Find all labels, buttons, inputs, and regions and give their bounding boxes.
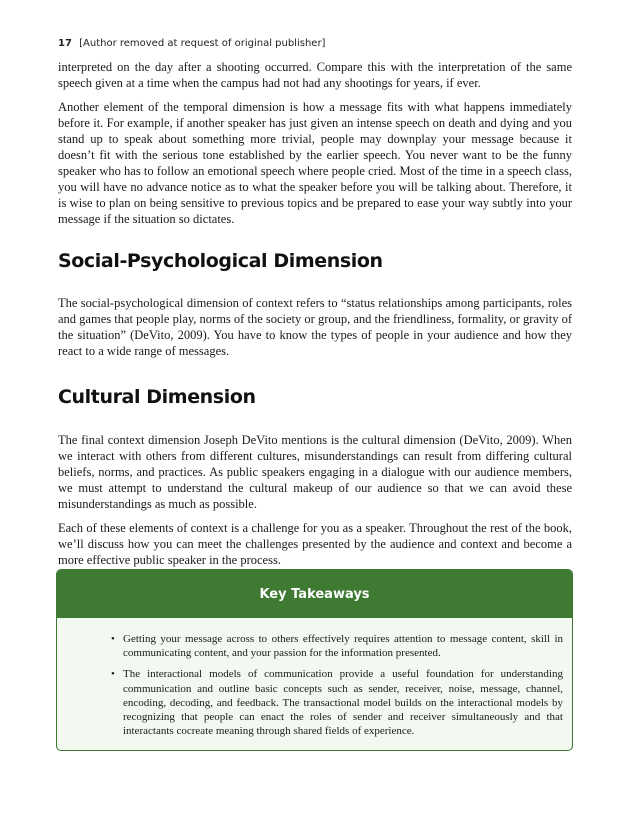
key-takeaways-list — [57, 632, 563, 738]
paragraph-temporal-sequence: Another element of the temporal dimension is how a message fits with what happens immediately before it. For example, if another speaker has just given an intense speech on death and dying and you stand up to speak about something more trivial, people may downplay your message because it doesn’t fit with the serious tone established by the earlier speech. You never want to be the funny speaker who has to follow an emotional speech where people cried. Most of the time in a speech class, you will have no advance notice as to what the speaker before you will be talking about. Therefore, it is wise to plan on being sensitive to previous topics and be prepared to ease your way subtly into your message if the situation so dictates. — [58, 100, 572, 226]
takeaway-text: The interactional models of communication provide a useful foundation for understanding communication and outline basic concepts such as sender, receiver, noise, message, channel, encoding, decoding, and feedback. The transactional model builds on the interactional models by recognizing that people can enact the roles of sender and receiver simultaneously and that interactants cocreate meaning through shared fields of experience. — [123, 668, 563, 738]
takeaway-text: Getting your message across to others effectively requires attention to message content, skill in communicating content, and your passion for the information presented. — [123, 633, 563, 660]
list-item — [111, 667, 563, 738]
heading-social-psychological: Social-Psychological Dimension — [58, 250, 383, 272]
key-takeaways-title: Key Takeaways — [57, 570, 572, 618]
running-title: [Author removed at request of original publisher] — [79, 38, 326, 49]
running-header — [58, 38, 325, 49]
paragraph-cultural: The final context dimension Joseph DeVito mentions is the cultural dimension (DeVito, 2009). When we interact with others from different cultures, misunderstandings can result from differing cultural beliefs, norms, and practices. As public speakers engaging in a dialogue with our audience members, we must attempt to understand the cultural makeup of our audience so that we can avoid these misunderstandings as much as possible. — [58, 433, 572, 511]
paragraph-challenges: Each of these elements of context is a challenge for you as a speaker. Throughout the rest of the book, we’ll discuss how you can meet the challenges presented by the audience and context and become a more effective public speaker in the process. — [58, 521, 572, 567]
paragraph-social-psychological: The social-psychological dimension of context refers to “status relationships among participants, roles and games that people play, norms of the society or group, and the friendliness, formality, or gravity of the situation” (DeVito, 2009). You have to know the types of people in your audience and how they react to a wide range of messages. — [58, 296, 572, 358]
key-takeaways-box — [56, 569, 573, 751]
bullet-icon: • — [111, 633, 115, 645]
heading-cultural: Cultural Dimension — [58, 386, 256, 408]
page-number: 17 — [58, 38, 72, 49]
bullet-icon: • — [111, 668, 115, 681]
paragraph-temporal-end: interpreted on the day after a shooting occurred. Compare this with the interpretation of the same speech given at a time when the campus had not had any shootings for years, if ever. — [58, 60, 572, 90]
list-item — [111, 632, 563, 660]
